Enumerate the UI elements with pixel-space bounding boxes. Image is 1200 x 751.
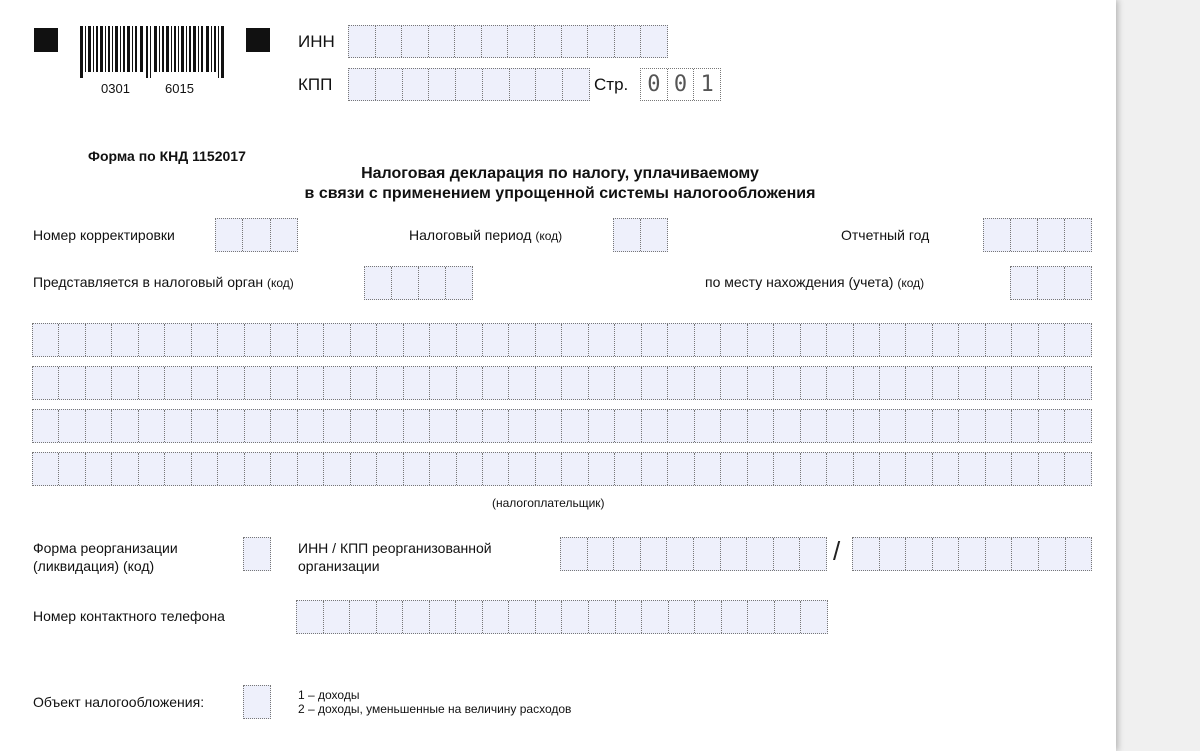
taxpayer-name-cell[interactable] xyxy=(139,453,165,485)
taxpayer-name-cell[interactable] xyxy=(880,410,906,442)
taxpayer-name-cell[interactable] xyxy=(589,324,615,356)
inn-cell[interactable] xyxy=(562,26,589,57)
phone-cell[interactable] xyxy=(297,601,324,633)
taxpayer-name-cell[interactable] xyxy=(165,324,191,356)
taxpayer-name-cell[interactable] xyxy=(774,453,800,485)
taxpayer-name-cell[interactable] xyxy=(218,324,244,356)
phone-cell[interactable] xyxy=(801,601,827,633)
reorg-kpp-cell[interactable] xyxy=(906,538,933,570)
reorg-kpp-cell[interactable] xyxy=(1066,538,1092,570)
taxpayer-name-cell[interactable] xyxy=(959,410,985,442)
phone-cell[interactable] xyxy=(456,601,483,633)
kpp-label: КПП xyxy=(298,75,333,94)
page-digit-1[interactable]: 0 xyxy=(641,69,668,100)
taxpayer-name-cell[interactable] xyxy=(298,324,324,356)
taxpayer-name-cell[interactable] xyxy=(457,453,483,485)
tax-organ-label-text: Представляется в налоговый орган xyxy=(33,274,264,290)
reorg-kpp-cell[interactable] xyxy=(933,538,960,570)
year-cell[interactable] xyxy=(1011,219,1038,251)
taxpayer-name-cell[interactable] xyxy=(562,324,588,356)
kpp-cell[interactable] xyxy=(510,69,537,100)
taxpayer-name-cell[interactable] xyxy=(721,367,747,399)
taxpayer-name-cell[interactable] xyxy=(774,410,800,442)
taxpayer-name-cell[interactable] xyxy=(324,367,350,399)
reorg-inn-cell[interactable] xyxy=(614,538,641,570)
phone-cell[interactable] xyxy=(324,601,351,633)
taxpayer-name-cell[interactable] xyxy=(1039,367,1065,399)
taxpayer-name-cell[interactable] xyxy=(351,324,377,356)
taxpayer-name-cell[interactable] xyxy=(589,410,615,442)
taxpayer-name-cell[interactable] xyxy=(959,453,985,485)
taxpayer-name-cell[interactable] xyxy=(457,367,483,399)
taxpayer-name-cell[interactable] xyxy=(933,453,959,485)
reorg-inn-cell[interactable] xyxy=(800,538,826,570)
form-title-line1: Налоговая декларация по налогу, уплачиваемому xyxy=(361,165,759,182)
location-label-text: по месту нахождения (учета) xyxy=(705,274,894,290)
reorg-label-line2: (ликвидация) (код) xyxy=(33,558,155,574)
taxpayer-name-cell[interactable] xyxy=(509,410,535,442)
taxpayer-name-cell[interactable] xyxy=(562,367,588,399)
location-cell[interactable] xyxy=(1065,267,1091,299)
taxpayer-name-cell[interactable] xyxy=(1012,453,1038,485)
taxpayer-name-cell[interactable] xyxy=(986,324,1012,356)
inn-kpp-separator: / xyxy=(833,536,841,566)
taxpayer-name-cell[interactable] xyxy=(86,453,112,485)
location-label xyxy=(705,274,924,290)
reorg-inn-cell[interactable] xyxy=(561,538,588,570)
taxpayer-name-cell[interactable] xyxy=(324,453,350,485)
period-label-text: Налоговый период xyxy=(409,227,532,243)
location-cell[interactable] xyxy=(1011,267,1038,299)
taxpayer-name-row[interactable] xyxy=(32,366,1092,400)
taxpayer-name-cell[interactable] xyxy=(298,367,324,399)
tax-organ-label xyxy=(33,274,294,290)
reorg-inn-label-line2: организации xyxy=(298,558,380,574)
reorg-inn-cell[interactable] xyxy=(747,538,774,570)
object-cell[interactable] xyxy=(244,686,270,718)
taxpayer-name-cell[interactable] xyxy=(324,324,350,356)
phone-cell[interactable] xyxy=(589,601,616,633)
taxpayer-name-cell[interactable] xyxy=(615,410,641,442)
period-label xyxy=(409,227,562,243)
taxpayer-name-cell[interactable] xyxy=(33,453,59,485)
reorg-inn-cell[interactable] xyxy=(667,538,694,570)
phone-cell[interactable] xyxy=(562,601,589,633)
page-digit-3[interactable]: 1 xyxy=(700,72,714,97)
taxpayer-caption: (налогоплательщик) xyxy=(492,496,605,510)
taxpayer-name-cell[interactable] xyxy=(854,410,880,442)
reorg-code-cell[interactable] xyxy=(244,538,270,570)
tax-organ-cell[interactable] xyxy=(392,267,419,299)
reorg-inn-cell[interactable] xyxy=(588,538,615,570)
taxpayer-name-cell[interactable] xyxy=(1039,410,1065,442)
taxpayer-name-cell[interactable] xyxy=(139,410,165,442)
taxpayer-name-cell[interactable] xyxy=(774,367,800,399)
phone-cell[interactable] xyxy=(748,601,775,633)
reorg-inn-field[interactable] xyxy=(560,537,827,571)
taxpayer-name-cell[interactable] xyxy=(430,367,456,399)
taxpayer-name-cell[interactable] xyxy=(801,324,827,356)
reorg-kpp-cell[interactable] xyxy=(1012,538,1039,570)
correction-cell[interactable] xyxy=(271,219,297,251)
taxpayer-name-cell[interactable] xyxy=(86,367,112,399)
taxpayer-name-cell[interactable] xyxy=(377,367,403,399)
taxpayer-name-cell[interactable] xyxy=(483,410,509,442)
reorg-inn-label-line1: ИНН / КПП реорганизованной xyxy=(298,540,492,556)
kpp-cell[interactable] xyxy=(563,69,589,100)
inn-field[interactable] xyxy=(348,25,668,58)
taxpayer-name-cell[interactable] xyxy=(457,410,483,442)
period-cell[interactable] xyxy=(614,219,641,251)
taxpayer-name-cell[interactable] xyxy=(748,410,774,442)
phone-cell[interactable] xyxy=(536,601,563,633)
correction-label: Номер корректировки xyxy=(33,227,175,243)
tax-organ-cell[interactable] xyxy=(446,267,472,299)
taxpayer-name-cell[interactable] xyxy=(933,324,959,356)
taxpayer-name-cell[interactable] xyxy=(1065,324,1090,356)
reorg-inn-cell[interactable] xyxy=(694,538,721,570)
taxpayer-name-cell[interactable] xyxy=(642,367,668,399)
taxpayer-name-cell[interactable] xyxy=(668,324,694,356)
taxpayer-name-cell[interactable] xyxy=(721,324,747,356)
reorg-inn-label xyxy=(298,539,492,575)
reorg-kpp-cell[interactable] xyxy=(853,538,880,570)
taxpayer-name-cell[interactable] xyxy=(695,410,721,442)
taxpayer-name-cell[interactable] xyxy=(483,324,509,356)
taxpayer-name-cell[interactable] xyxy=(457,324,483,356)
taxpayer-name-cell[interactable] xyxy=(165,410,191,442)
taxpayer-name-cell[interactable] xyxy=(536,324,562,356)
taxpayer-name-cell[interactable] xyxy=(933,367,959,399)
taxpayer-name-cell[interactable] xyxy=(589,367,615,399)
reorg-kpp-cell[interactable] xyxy=(986,538,1013,570)
inn-cell[interactable] xyxy=(402,26,429,57)
inn-cell[interactable] xyxy=(615,26,642,57)
year-cell[interactable] xyxy=(1065,219,1091,251)
taxpayer-name-row[interactable] xyxy=(32,409,1092,443)
taxpayer-name-cell[interactable] xyxy=(642,324,668,356)
taxpayer-name-cell[interactable] xyxy=(509,367,535,399)
reorg-kpp-cell[interactable] xyxy=(1039,538,1066,570)
reorg-kpp-cell[interactable] xyxy=(959,538,986,570)
inn-cell[interactable] xyxy=(429,26,456,57)
taxpayer-name-cell[interactable] xyxy=(139,367,165,399)
taxpayer-name-cell[interactable] xyxy=(59,367,85,399)
taxpayer-name-cell[interactable] xyxy=(615,453,641,485)
taxpayer-name-cell[interactable] xyxy=(245,324,271,356)
kpp-cell[interactable] xyxy=(429,69,456,100)
object-label: Объект налогообложения: xyxy=(33,694,205,710)
taxpayer-name-cell[interactable] xyxy=(271,367,297,399)
taxpayer-name-cell[interactable] xyxy=(668,453,694,485)
year-cell[interactable] xyxy=(984,219,1011,251)
taxpayer-name-cell[interactable] xyxy=(536,367,562,399)
kpp-cell[interactable] xyxy=(483,69,510,100)
taxpayer-name-cell[interactable] xyxy=(245,410,271,442)
taxpayer-name-cell[interactable] xyxy=(509,453,535,485)
taxpayer-name-cell[interactable] xyxy=(271,324,297,356)
period-cell[interactable] xyxy=(641,219,667,251)
taxpayer-name-cell[interactable] xyxy=(1065,410,1090,442)
phone-label: Номер контактного телефона xyxy=(33,608,225,624)
taxpayer-name-cell[interactable] xyxy=(1012,324,1038,356)
taxpayer-name-cell[interactable] xyxy=(748,367,774,399)
taxpayer-name-cell[interactable] xyxy=(748,453,774,485)
taxpayer-name-cell[interactable] xyxy=(218,453,244,485)
phone-cell[interactable] xyxy=(350,601,377,633)
taxpayer-name-cell[interactable] xyxy=(404,367,430,399)
taxpayer-name-cell[interactable] xyxy=(615,367,641,399)
phone-field[interactable] xyxy=(296,600,828,634)
period-code-note: (код) xyxy=(535,229,563,243)
taxpayer-name-cell[interactable] xyxy=(59,453,85,485)
correction-cell[interactable] xyxy=(243,219,270,251)
taxpayer-name-cell[interactable] xyxy=(430,410,456,442)
taxpayer-name-cell[interactable] xyxy=(351,367,377,399)
reorg-inn-cell[interactable] xyxy=(721,538,748,570)
taxpayer-name-cell[interactable] xyxy=(483,367,509,399)
taxpayer-name-cell[interactable] xyxy=(430,453,456,485)
reorg-code-field[interactable] xyxy=(243,537,271,571)
taxpayer-name-cell[interactable] xyxy=(298,410,324,442)
kpp-cell[interactable] xyxy=(349,69,376,100)
taxpayer-name-cell[interactable] xyxy=(827,453,853,485)
taxpayer-name-cell[interactable] xyxy=(404,410,430,442)
tax-organ-cell[interactable] xyxy=(419,267,446,299)
barcode-icon xyxy=(80,26,224,82)
object-option-1: 1 – доходы xyxy=(298,688,360,702)
taxpayer-name-cell[interactable] xyxy=(298,453,324,485)
phone-cell[interactable] xyxy=(483,601,510,633)
form-title-line2: в связи с применением упрощенной системы налогообложения xyxy=(304,185,816,202)
kpp-cell[interactable] xyxy=(456,69,483,100)
taxpayer-name-cell[interactable] xyxy=(801,453,827,485)
taxpayer-name-cell[interactable] xyxy=(33,367,59,399)
taxpayer-name-cell[interactable] xyxy=(1012,410,1038,442)
taxpayer-name-cell[interactable] xyxy=(1012,367,1038,399)
taxpayer-name-cell[interactable] xyxy=(112,410,138,442)
taxpayer-name-cell[interactable] xyxy=(562,453,588,485)
taxpayer-name-cell[interactable] xyxy=(933,410,959,442)
taxpayer-name-cell[interactable] xyxy=(192,410,218,442)
inn-cell[interactable] xyxy=(508,26,535,57)
taxpayer-name-cell[interactable] xyxy=(192,367,218,399)
taxpayer-name-cell[interactable] xyxy=(404,453,430,485)
year-cell[interactable] xyxy=(1038,219,1065,251)
correction-cell[interactable] xyxy=(216,219,243,251)
taxpayer-name-cell[interactable] xyxy=(774,324,800,356)
phone-cell[interactable] xyxy=(616,601,643,633)
phone-cell[interactable] xyxy=(509,601,536,633)
taxpayer-name-cell[interactable] xyxy=(642,410,668,442)
taxpayer-name-cell[interactable] xyxy=(906,453,932,485)
taxpayer-name-cell[interactable] xyxy=(377,324,403,356)
taxpayer-name-cell[interactable] xyxy=(827,324,853,356)
taxpayer-name-cell[interactable] xyxy=(986,453,1012,485)
inn-cell[interactable] xyxy=(535,26,562,57)
taxpayer-name-cell[interactable] xyxy=(615,324,641,356)
taxpayer-name-cell[interactable] xyxy=(986,367,1012,399)
tax-organ-code-note: (код) xyxy=(266,276,294,290)
kpp-cell[interactable] xyxy=(376,69,403,100)
taxpayer-name-cell[interactable] xyxy=(218,410,244,442)
taxpayer-name-cell[interactable] xyxy=(483,453,509,485)
taxpayer-name-cell[interactable] xyxy=(245,453,271,485)
taxpayer-name-cell[interactable] xyxy=(59,410,85,442)
taxpayer-name-cell[interactable] xyxy=(430,324,456,356)
taxpayer-name-cell[interactable] xyxy=(562,410,588,442)
phone-cell[interactable] xyxy=(722,601,749,633)
taxpayer-name-cell[interactable] xyxy=(668,410,694,442)
taxpayer-name-cell[interactable] xyxy=(668,367,694,399)
taxpayer-name-cell[interactable] xyxy=(906,410,932,442)
taxpayer-name-cell[interactable] xyxy=(536,453,562,485)
taxpayer-name-cell[interactable] xyxy=(271,453,297,485)
inn-cell[interactable] xyxy=(349,26,376,57)
taxpayer-name-cell[interactable] xyxy=(801,410,827,442)
period-field[interactable] xyxy=(613,218,668,252)
reorg-label-line1: Форма реорганизации xyxy=(33,540,178,556)
taxpayer-name-cell[interactable] xyxy=(695,453,721,485)
taxpayer-name-cell[interactable] xyxy=(271,410,297,442)
taxpayer-name-cell[interactable] xyxy=(1039,453,1065,485)
page-digit-2[interactable]: 0 xyxy=(668,69,695,100)
taxpayer-name-cell[interactable] xyxy=(695,367,721,399)
taxpayer-name-cell[interactable] xyxy=(906,324,932,356)
taxpayer-name-cell[interactable] xyxy=(854,367,880,399)
phone-cell[interactable] xyxy=(775,601,802,633)
inn-cell[interactable] xyxy=(455,26,482,57)
object-options xyxy=(298,688,571,716)
location-cell[interactable] xyxy=(1038,267,1065,299)
object-field[interactable] xyxy=(243,685,271,719)
taxpayer-name-cell[interactable] xyxy=(33,410,59,442)
taxpayer-name-cell[interactable] xyxy=(218,367,244,399)
kpp-cell[interactable] xyxy=(403,69,430,100)
tax-organ-cell[interactable] xyxy=(365,267,392,299)
inn-cell[interactable] xyxy=(588,26,615,57)
taxpayer-name-cell[interactable] xyxy=(748,324,774,356)
taxpayer-name-cell[interactable] xyxy=(642,453,668,485)
taxpayer-name-cell[interactable] xyxy=(324,410,350,442)
taxpayer-name-cell[interactable] xyxy=(880,367,906,399)
alignment-marker-left xyxy=(34,28,58,52)
location-field[interactable] xyxy=(1010,266,1092,300)
taxpayer-name-row[interactable] xyxy=(32,452,1092,486)
reorg-inn-cell[interactable] xyxy=(774,538,801,570)
page-number-field[interactable] xyxy=(640,68,721,101)
phone-cell[interactable] xyxy=(669,601,696,633)
taxpayer-name-cell[interactable] xyxy=(959,367,985,399)
taxpayer-name-cell[interactable] xyxy=(827,367,853,399)
taxpayer-name-cell[interactable] xyxy=(1039,324,1065,356)
taxpayer-name-cell[interactable] xyxy=(192,453,218,485)
inn-cell[interactable] xyxy=(482,26,509,57)
reorg-inn-cell[interactable] xyxy=(641,538,668,570)
year-field[interactable] xyxy=(983,218,1092,252)
taxpayer-name-cell[interactable] xyxy=(854,453,880,485)
tax-organ-field[interactable] xyxy=(364,266,473,300)
taxpayer-name-cell[interactable] xyxy=(986,410,1012,442)
phone-cell[interactable] xyxy=(430,601,457,633)
taxpayer-name-cell[interactable] xyxy=(589,453,615,485)
correction-field[interactable] xyxy=(215,218,298,252)
taxpayer-name-cell[interactable] xyxy=(801,367,827,399)
taxpayer-name-cell[interactable] xyxy=(536,410,562,442)
inn-label: ИНН xyxy=(298,32,335,51)
barcode-number-right: 6015 xyxy=(165,81,194,96)
taxpayer-name-cell[interactable] xyxy=(165,453,191,485)
taxpayer-name-cell[interactable] xyxy=(827,410,853,442)
reorg-kpp-cell[interactable] xyxy=(880,538,907,570)
taxpayer-name-cell[interactable] xyxy=(1065,367,1090,399)
taxpayer-name-cell[interactable] xyxy=(112,453,138,485)
phone-cell[interactable] xyxy=(403,601,430,633)
form-title xyxy=(220,164,900,204)
taxpayer-name-cell[interactable] xyxy=(404,324,430,356)
taxpayer-name-cell[interactable] xyxy=(351,453,377,485)
taxpayer-name-cell[interactable] xyxy=(59,324,85,356)
year-label: Отчетный год xyxy=(841,227,930,243)
object-option-2: 2 – доходы, уменьшенные на величину расходов xyxy=(298,702,572,716)
reorg-kpp-field[interactable] xyxy=(852,537,1092,571)
taxpayer-name-cell[interactable] xyxy=(695,324,721,356)
phone-cell[interactable] xyxy=(642,601,669,633)
taxpayer-name-row[interactable] xyxy=(32,323,1092,357)
taxpayer-name-cell[interactable] xyxy=(377,410,403,442)
taxpayer-name-cell[interactable] xyxy=(880,324,906,356)
taxpayer-name-cell[interactable] xyxy=(192,324,218,356)
taxpayer-name-cell[interactable] xyxy=(245,367,271,399)
taxpayer-name-cell[interactable] xyxy=(906,367,932,399)
phone-cell[interactable] xyxy=(695,601,722,633)
taxpayer-name-cell[interactable] xyxy=(112,324,138,356)
taxpayer-name-cell[interactable] xyxy=(721,453,747,485)
taxpayer-name-cell[interactable] xyxy=(86,324,112,356)
page-label: Стр. xyxy=(594,75,629,94)
taxpayer-name-cell[interactable] xyxy=(854,324,880,356)
taxpayer-name-cell[interactable] xyxy=(86,410,112,442)
alignment-marker-right xyxy=(246,28,270,52)
taxpayer-name-cell[interactable] xyxy=(112,367,138,399)
taxpayer-name-cell[interactable] xyxy=(959,324,985,356)
taxpayer-name-cell[interactable] xyxy=(721,410,747,442)
barcode-number-left: 0301 xyxy=(101,81,130,96)
knd-label: Форма по КНД 1152017 xyxy=(88,148,246,164)
taxpayer-name-cell[interactable] xyxy=(33,324,59,356)
taxpayer-name-cell[interactable] xyxy=(377,453,403,485)
reorg-label xyxy=(33,539,178,575)
kpp-cell[interactable] xyxy=(536,69,563,100)
location-code-note: (код) xyxy=(897,276,925,290)
taxpayer-name-cell[interactable] xyxy=(165,367,191,399)
inn-cell[interactable] xyxy=(641,26,667,57)
kpp-field[interactable] xyxy=(348,68,590,101)
inn-cell[interactable] xyxy=(376,26,403,57)
taxpayer-name-cell[interactable] xyxy=(139,324,165,356)
phone-cell[interactable] xyxy=(377,601,404,633)
taxpayer-name-cell[interactable] xyxy=(509,324,535,356)
taxpayer-name-cell[interactable] xyxy=(1065,453,1090,485)
taxpayer-name-cell[interactable] xyxy=(880,453,906,485)
taxpayer-name-cell[interactable] xyxy=(351,410,377,442)
